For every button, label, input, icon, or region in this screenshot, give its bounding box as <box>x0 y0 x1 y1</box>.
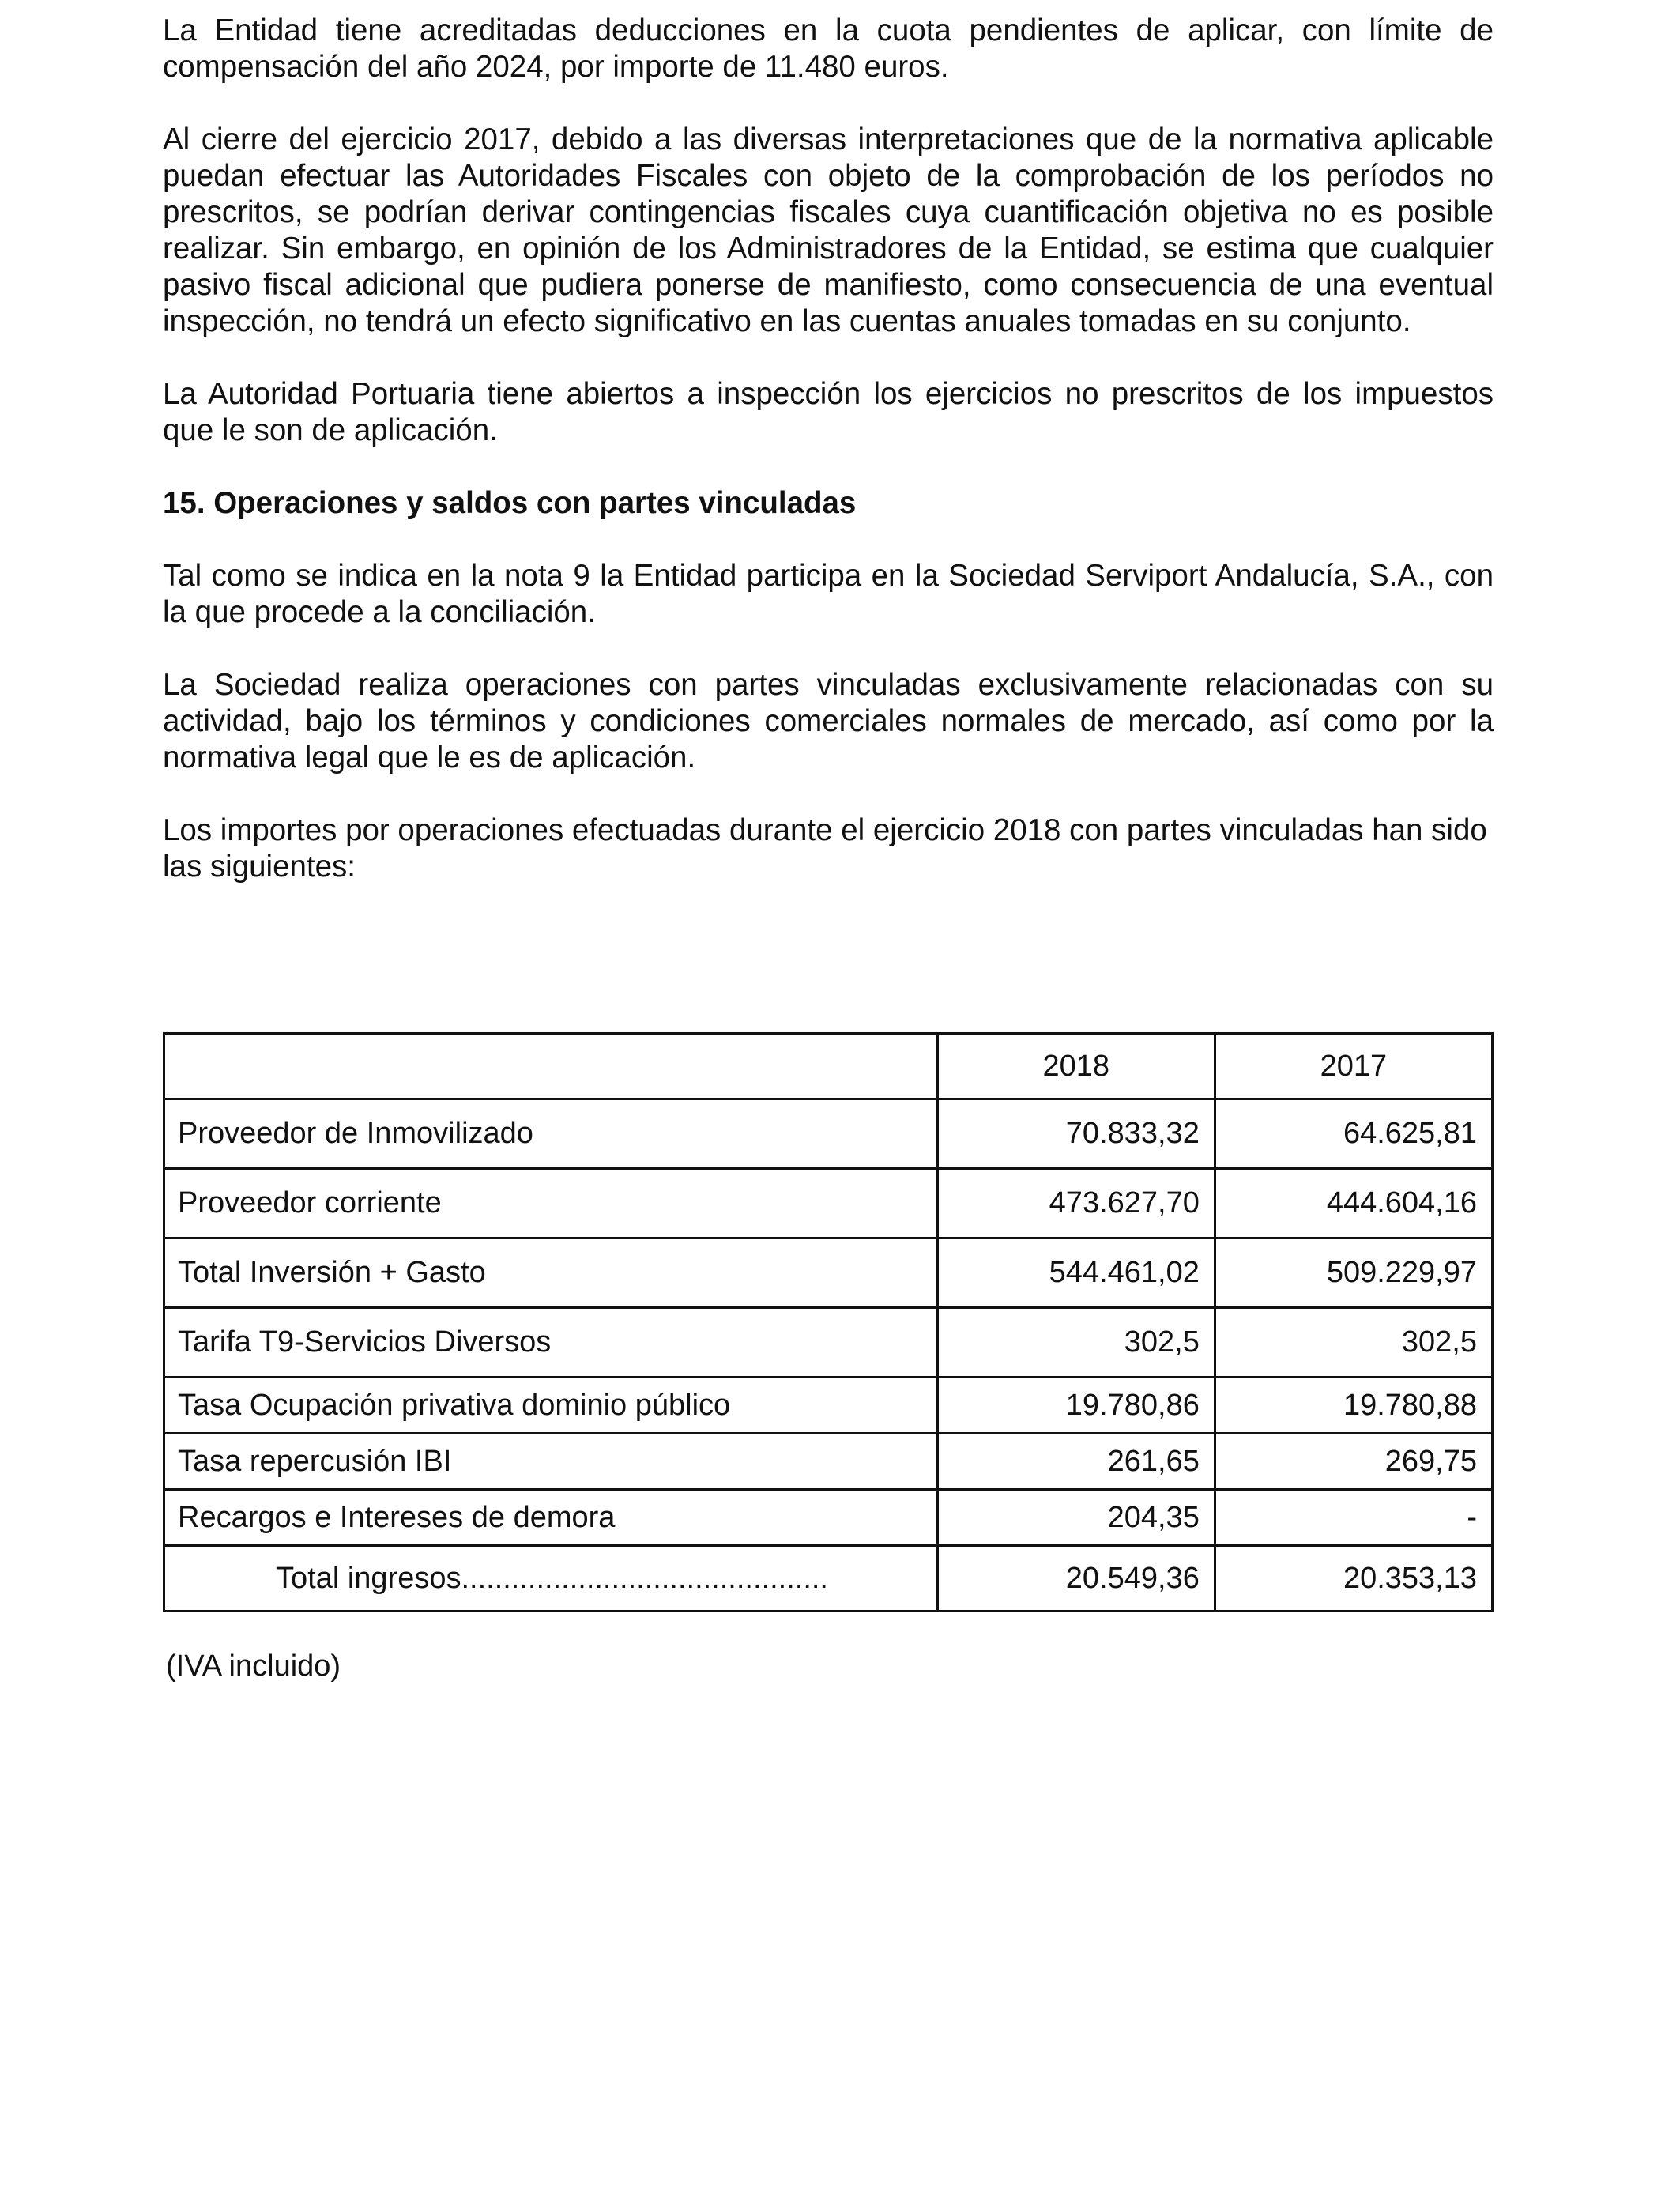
row-value-2018: 473.627,70 <box>937 1169 1215 1238</box>
paragraph-inspection: La Autoridad Portuaria tiene abiertos a inspección los ejercicios no prescritos de los impuestos que le son de aplicación. <box>163 377 1494 447</box>
row-value-2017: 509.229,97 <box>1215 1238 1492 1308</box>
row-value-2017: 64.625,81 <box>1215 1099 1492 1169</box>
total-value-2017: 20.353,13 <box>1215 1546 1492 1612</box>
row-label: Recargos e Intereses de demora <box>164 1490 938 1546</box>
row-value-2018: 70.833,32 <box>937 1099 1215 1169</box>
document-body <box>163 13 1494 922</box>
paragraph-related-operations: La Sociedad realiza operaciones con partes vinculadas exclusivamente relacionadas con su actividad, bajo los términos y condiciones comerciales normales de mercado, así como por la normativa legal que le es de aplicación. <box>163 668 1494 775</box>
table-row <box>164 1099 1493 1169</box>
row-label: Tarifa T9-Servicios Diversos <box>164 1308 938 1378</box>
table-header-row <box>164 1034 1493 1099</box>
paragraph-amounts-intro: Los importes por operaciones efectuadas durante el ejercicio 2018 con partes vinculadas han sido las siguientes: <box>163 813 1487 884</box>
paragraph-serviport: Tal como se indica en la nota 9 la Entidad participa en la Sociedad Serviport Andalucía, S.A., con la que procede a la conciliación. <box>163 559 1494 629</box>
row-label: Tasa repercusión IBI <box>164 1434 938 1490</box>
row-value-2018: 19.780,86 <box>937 1378 1215 1434</box>
table-row <box>164 1169 1493 1238</box>
total-label: Total ingresos............................................ <box>164 1546 938 1612</box>
table-header-label <box>164 1034 938 1099</box>
row-value-2017: 19.780,88 <box>1215 1378 1492 1434</box>
row-label: Tasa Ocupación privativa dominio público <box>164 1378 938 1434</box>
footnote-vat: (IVA incluido) <box>166 1649 341 1683</box>
total-value-2018: 20.549,36 <box>937 1546 1215 1612</box>
row-value-2018: 544.461,02 <box>937 1238 1215 1308</box>
row-value-2018: 302,5 <box>937 1308 1215 1378</box>
row-label: Total Inversión + Gasto <box>164 1238 938 1308</box>
table-row <box>164 1378 1493 1434</box>
table-total-row <box>164 1546 1493 1612</box>
row-value-2018: 204,35 <box>937 1490 1215 1546</box>
table-row <box>164 1434 1493 1490</box>
section-heading: 15. Operaciones y saldos con partes vinculadas <box>163 486 857 520</box>
row-label: Proveedor corriente <box>164 1169 938 1238</box>
table-row <box>164 1490 1493 1546</box>
row-value-2017: - <box>1215 1490 1492 1546</box>
paragraph-deductions: La Entidad tiene acreditadas deducciones en la cuota pendientes de aplicar, con límite de compensación del año 2024, por importe de 11.480 euros. <box>163 13 1494 84</box>
related-parties-table <box>163 1032 1494 1612</box>
row-label: Proveedor de Inmovilizado <box>164 1099 938 1169</box>
paragraph-tax-contingencies: Al cierre del ejercicio 2017, debido a las diversas interpretaciones que de la normativa aplicable puedan efectuar las Autoridades Fiscales con objeto de la comprobación de los períodos no prescritos, se podrían derivar contingencias fiscales cuya cuantificación objetiva no es posible realizar. Sin embargo, en opinión de los Administradores de la Entidad, se estima que cualquier pasivo fiscal adicional que pudiera ponerse de manifiesto, como consecuencia de una eventual inspección, no tendrá un efecto significativo en las cuentas anuales tomadas en su conjunto. <box>163 123 1494 338</box>
row-value-2017: 444.604,16 <box>1215 1169 1492 1238</box>
row-value-2017: 269,75 <box>1215 1434 1492 1490</box>
table-row <box>164 1238 1493 1308</box>
table-row <box>164 1308 1493 1378</box>
row-value-2018: 261,65 <box>937 1434 1215 1490</box>
row-value-2017: 302,5 <box>1215 1308 1492 1378</box>
table-header-2018: 2018 <box>937 1034 1215 1099</box>
table-header-2017: 2017 <box>1215 1034 1492 1099</box>
